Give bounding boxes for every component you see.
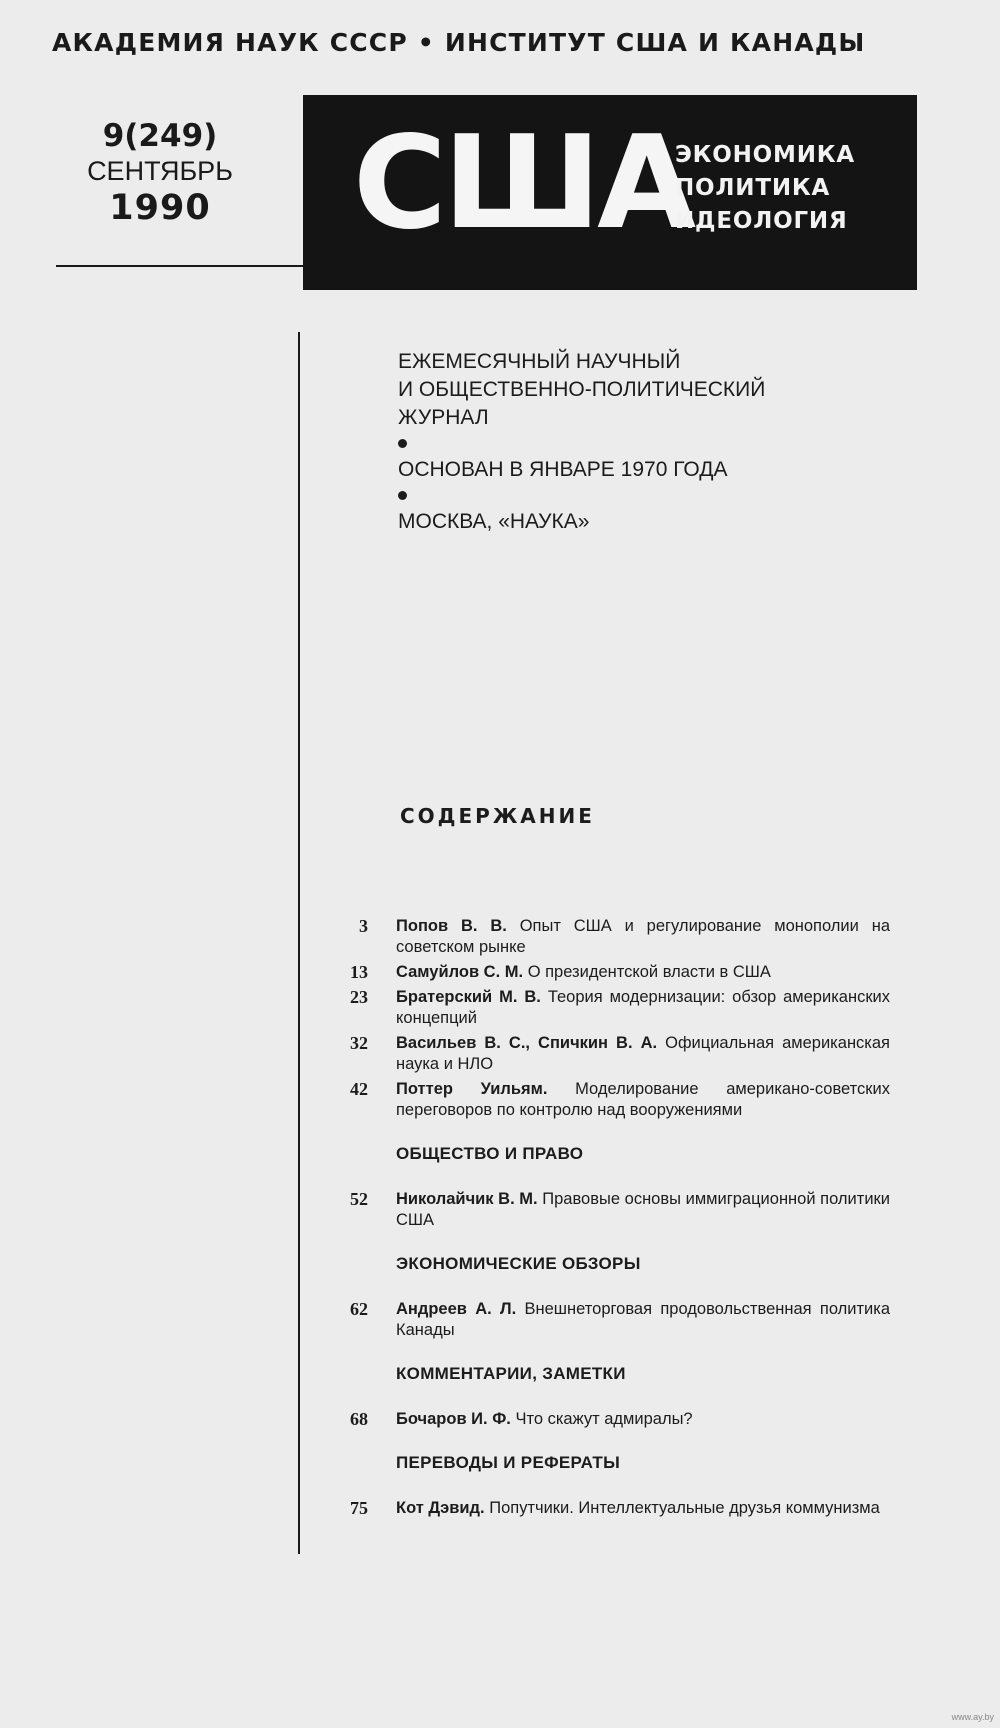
toc-article-title: Теория модернизации: обзор американских концепций: [396, 988, 891, 1027]
toc-section-heading: ОБЩЕСТВО И ПРАВО: [396, 1144, 584, 1163]
masthead-tags: [675, 139, 855, 238]
toc-entry[interactable]: [330, 1189, 890, 1231]
toc-article-title: Правовые основы иммиграционной политики США: [396, 1190, 890, 1229]
toc-author: Кот Дэвид.: [396, 1499, 485, 1517]
toc-section-heading: КОММЕНТАРИИ, ЗАМЕТКИ: [396, 1364, 626, 1383]
toc-article-title: Официальная американская наука и НЛО: [396, 1034, 890, 1073]
issue-year: 1990: [109, 188, 211, 228]
toc-page-number: 3: [359, 916, 368, 936]
toc-article-title: Что скажут адмиралы?: [515, 1410, 693, 1428]
toc-page-number: 62: [350, 1299, 368, 1319]
toc-author: Бочаров И. Ф.: [396, 1410, 511, 1428]
description-line-1: ЕЖЕМЕСЯЧНЫЙ НАУЧНЫЙ: [398, 350, 681, 373]
bullet-dot: [398, 439, 407, 448]
issue-number: 9(249): [102, 118, 218, 154]
toc-article-title: О президентской власти в США: [527, 963, 771, 981]
toc-section-heading: ЭКОНОМИЧЕСКИЕ ОБЗОРЫ: [396, 1254, 641, 1273]
toc-entry[interactable]: [330, 916, 890, 958]
issue-info: [60, 118, 260, 228]
masthead-tag-ideology: ИДЕОЛОГИЯ: [675, 208, 848, 234]
toc-author: Васильев В. С., Спичкин В. А.: [396, 1034, 658, 1052]
masthead-tag-economy: ЭКОНОМИКА: [675, 142, 855, 168]
toc-article-title: Внешнеторговая продовольственная политика Канады: [396, 1300, 891, 1339]
toc-author: Николайчик В. М.: [396, 1190, 538, 1208]
description-line-2: И ОБЩЕСТВЕННО-ПОЛИТИЧЕСКИЙ: [398, 378, 766, 401]
journal-title: США: [353, 109, 693, 258]
toc-page-number: 23: [350, 987, 368, 1007]
watermark-text: www.ay.by: [951, 1712, 994, 1722]
toc-author: Самуйлов С. М.: [396, 963, 524, 981]
bullet-dot: [398, 491, 407, 500]
toc-author: Братерский М. В.: [396, 988, 541, 1006]
toc-author: Попов В. В.: [396, 917, 507, 935]
contents-title: СОДЕРЖАНИЕ: [400, 804, 595, 828]
toc-page-number: 13: [350, 962, 368, 982]
publisher-place: МОСКВА, «НАУКА»: [398, 510, 590, 533]
toc-author: Поттер Уильям.: [396, 1080, 548, 1098]
toc-article-title: Моделирование американо-советских переговоров по контролю над вооружениями: [396, 1080, 890, 1119]
toc-page-number: 52: [350, 1189, 368, 1209]
journal-description: [398, 348, 918, 536]
description-line-3: ЖУРНАЛ: [398, 406, 489, 429]
toc-page-number: 75: [350, 1498, 368, 1518]
toc-entry[interactable]: [330, 987, 890, 1029]
masthead: [303, 95, 917, 290]
toc-page-number: 32: [350, 1033, 368, 1053]
toc-entry[interactable]: [330, 1079, 890, 1121]
toc-section-heading: ПЕРЕВОДЫ И РЕФЕРАТЫ: [396, 1453, 621, 1472]
masthead-tag-politics: ПОЛИТИКА: [675, 175, 831, 201]
publisher-line: АКАДЕМИЯ НАУК СССР • ИНСТИТУТ США И КАНАДЫ: [52, 28, 866, 57]
toc-entry[interactable]: [330, 1033, 890, 1075]
toc-page-number: 68: [350, 1409, 368, 1429]
toc-author: Андреев А. Л.: [396, 1300, 517, 1318]
toc-entry[interactable]: [330, 1299, 890, 1341]
toc-entry[interactable]: [330, 1498, 890, 1519]
toc-entry[interactable]: [330, 1409, 890, 1430]
toc-article-title: Попутчики. Интеллектуальные друзья коммунизма: [489, 1499, 880, 1517]
toc-page-number: 42: [350, 1079, 368, 1099]
table-of-contents: [330, 916, 890, 1523]
header-rule: [56, 265, 306, 267]
founded-line: ОСНОВАН В ЯНВАРЕ 1970 ГОДА: [398, 458, 728, 481]
toc-article-title: Опыт США и регулирование монополии на советском рынке: [396, 917, 890, 956]
toc-entry[interactable]: [330, 962, 890, 983]
vertical-divider: [298, 332, 300, 1554]
issue-month: СЕНТЯБРЬ: [87, 156, 233, 186]
